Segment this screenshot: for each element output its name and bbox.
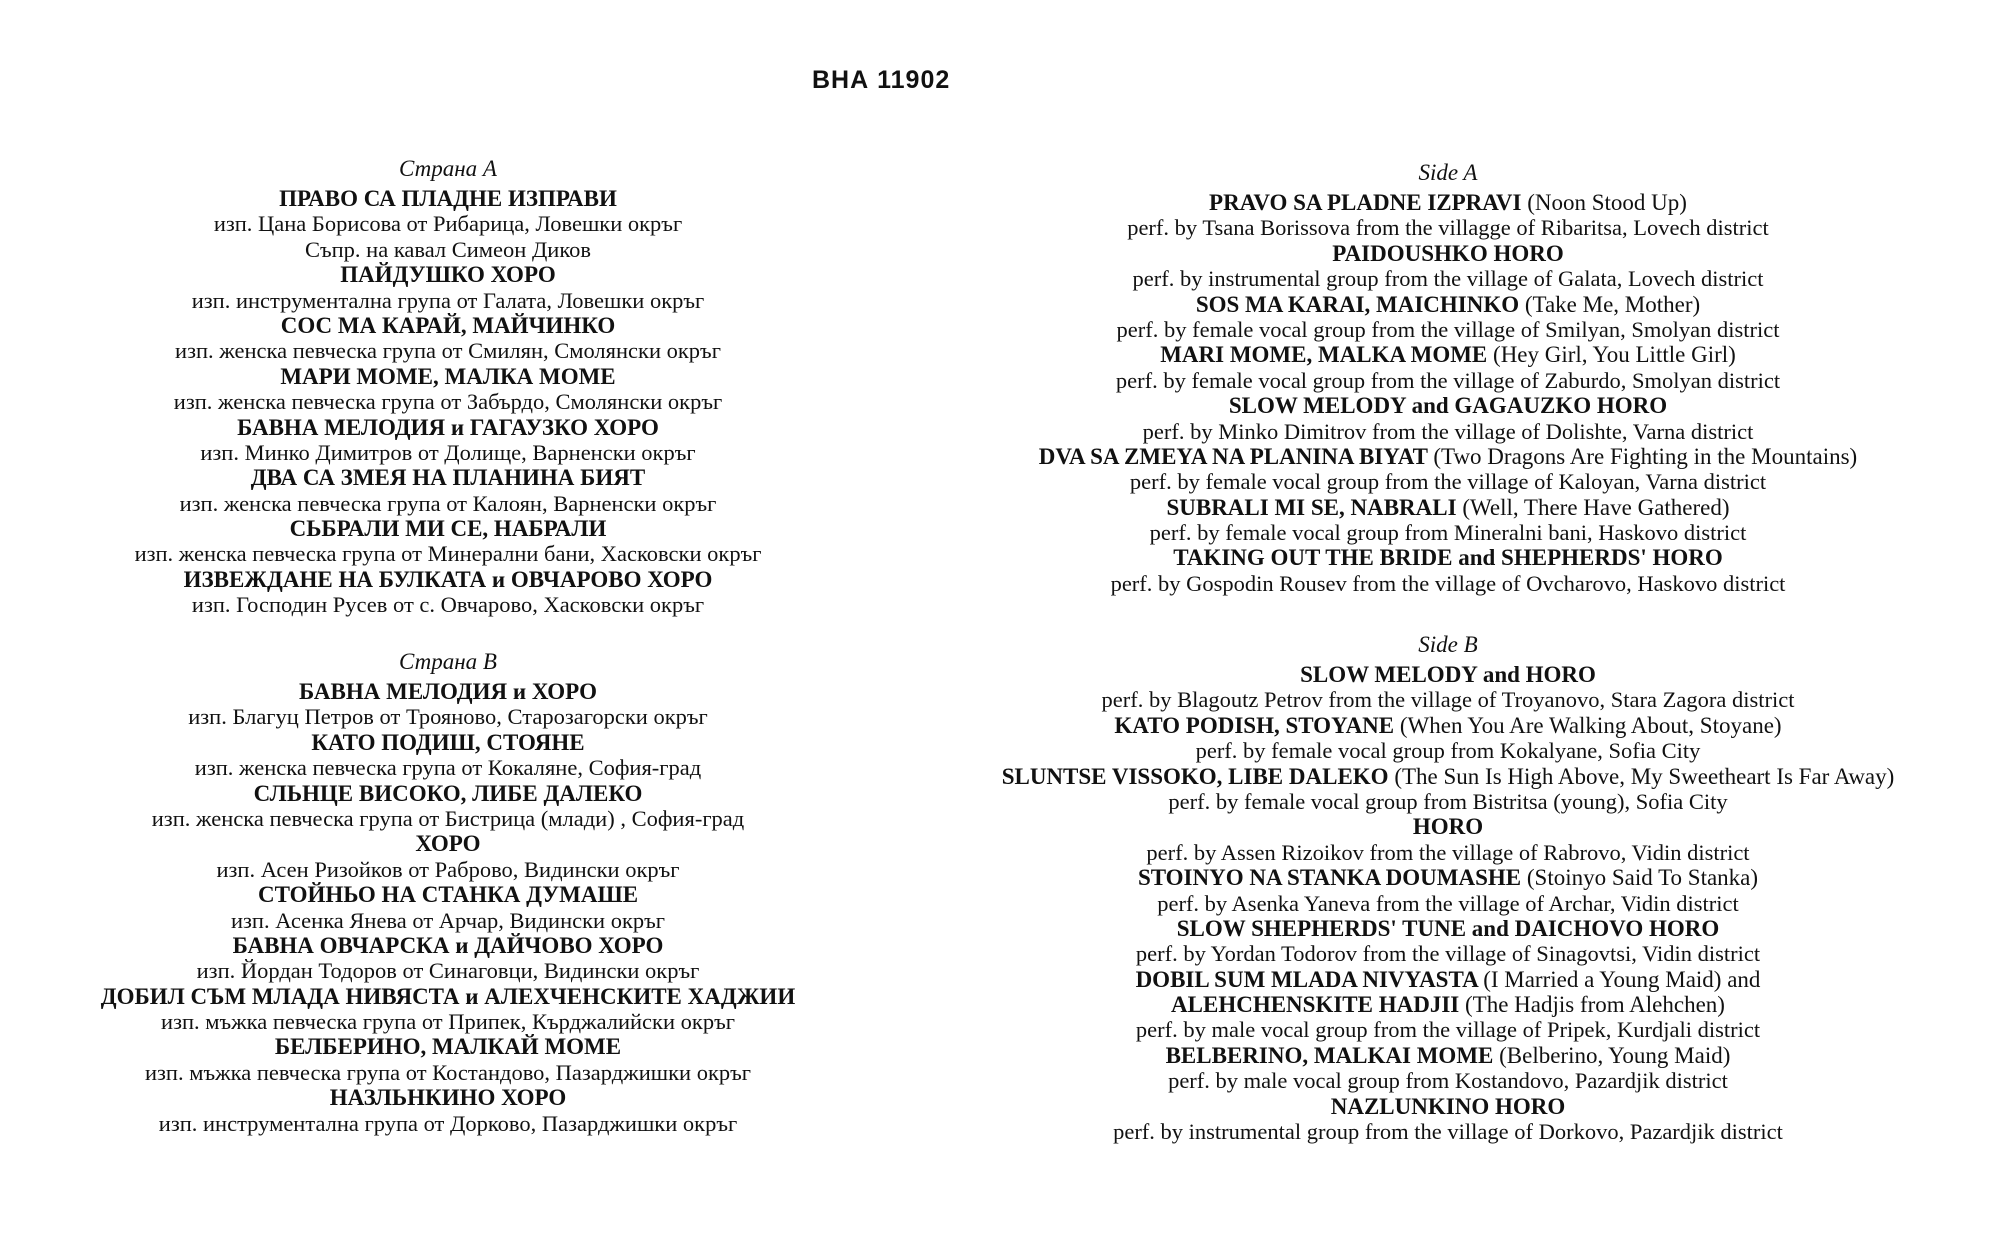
track-name: SOS MA KARAI, MAICHINKO	[1195, 291, 1520, 317]
track-name: НАЗЛЬНКИНО ХОРО	[329, 1085, 567, 1111]
track-name: PAIDOUSHKO HORO	[1332, 240, 1564, 266]
track-credit: perf. by instrumental group from the village of Galata, Lovech district	[1132, 266, 1764, 292]
track-title	[896, 241, 2000, 266]
track-credit: изп. женска певческа група от Калоян, Варненски окръг	[179, 490, 717, 516]
track-name: БАВНА МЕЛОДИЯ и ХОРО	[299, 679, 597, 704]
track-name: PRAVO SA PLADNE IZPRAVI	[1209, 190, 1522, 215]
track-translation: (Belberino, Young Maid)	[1499, 1042, 1731, 1068]
track-credit: perf. by Assen Rizoikov from the village of Rabrovo, Vidin district	[1146, 839, 1750, 865]
track-title	[896, 713, 2000, 738]
track-title	[0, 933, 896, 958]
track-credit: perf. by female vocal group from Bistritsa (young), Sofia City	[1168, 788, 1728, 814]
track-title	[896, 393, 2000, 418]
track-credit: изп. мъжка певческа група от Костандово, Пазарджишки окръг	[145, 1059, 751, 1085]
track-credit: изп. Минко Димитров от Долище, Варненски окръг	[200, 439, 696, 465]
track-title	[0, 831, 896, 856]
side-label: Side A	[1418, 160, 1478, 185]
track-title	[896, 967, 2000, 992]
track-name: DVA SA ZMEYA NA PLANINA BIYAT	[1038, 443, 1428, 469]
track-title	[896, 764, 2000, 789]
track-credit: Съпр. на кавал Симеон Диков	[304, 236, 592, 262]
track-name: СЬБРАЛИ МИ СЕ, НАБРАЛИ	[289, 516, 607, 542]
track-credit: perf. by Tsana Borissova from the villagge of Ribaritsa, Lovech district	[1127, 215, 1769, 241]
track-title	[0, 262, 896, 287]
track-credit: perf. by Gospodin Rousev from the village of Ovcharovo, Haskovo district	[1110, 570, 1786, 596]
track-credit: изп. Благуц Петров от Трояново, Старозагорски окръг	[188, 704, 708, 730]
track-credit: изп. женска певческа група от Кокаляне, София-град	[194, 755, 702, 781]
track-credit: perf. by female vocal group from the village of Kaloyan, Varna district	[1129, 469, 1767, 495]
track-credit: изп. женска певческа група от Забърдо, Смолянски окръг	[173, 389, 723, 415]
track-name: TAKING OUT THE BRIDE and SHEPHERDS' HORO	[1173, 545, 1723, 571]
track-name: MARI MOME, MALKA MOME	[1160, 342, 1488, 368]
track-translation: (The Sun Is High Above, My Sweetheart Is Far Away)	[1394, 763, 1895, 789]
track-credit: изп. инструментална група от Галата, Ловешки окръг	[191, 287, 705, 313]
track-title	[0, 1034, 896, 1059]
track-translation: (Two Dragons Are Fighting in the Mountains)	[1433, 443, 1858, 469]
track-title	[896, 992, 2000, 1017]
track-translation: (Noon Stood Up)	[1527, 190, 1687, 215]
track-name: STOINYO NA STANKA DOUMASHE	[1137, 865, 1522, 891]
track-credit: изп. мъжка певческа група от Припек, Кърджалийски окръг	[161, 1009, 735, 1035]
track-name: KATO PODISH, STOYANE	[1114, 712, 1395, 738]
track-name: ПАЙДУШКО ХОРО	[340, 262, 556, 288]
track-title	[0, 984, 896, 1009]
track-credit: изп. Йордан Тодоров от Синаговци, Видински окръг	[196, 958, 700, 984]
track-name: ДВА СА ЗМЕЯ НА ПЛАНИНА БИЯТ	[250, 465, 646, 491]
track-name: SLOW MELODY and GAGAUZKO HORO	[1228, 393, 1668, 419]
track-name: SLOW SHEPHERDS' TUNE and DAICHOVO HORO	[1176, 915, 1720, 941]
track-title	[896, 495, 2000, 520]
track-translation: (Take Me, Mother)	[1524, 291, 1701, 317]
track-title	[896, 662, 2000, 687]
track-name: BELBERINO, MALKAI MOME	[1165, 1042, 1494, 1068]
en-side-b	[896, 628, 2000, 1144]
track-name: ХОРО	[415, 831, 481, 857]
track-credit: изп. Цана Борисова от Рибарица, Ловешки окръг	[213, 211, 683, 237]
track-title	[896, 292, 2000, 317]
track-title	[0, 1085, 896, 1110]
side-label: Side B	[1418, 632, 1478, 657]
track-credit: perf. by Yordan Todorov from the village of Sinagovtsi, Vidin district	[1135, 941, 1761, 967]
track-name: БЕЛБЕРИНО, МАЛКАЙ МОМЕ	[274, 1034, 622, 1060]
track-translation: (When You Are Walking About, Stoyane)	[1399, 712, 1782, 738]
track-title	[896, 865, 2000, 890]
track-credit: изп. женска певческа група от Минерални бани, Хасковски окръг	[134, 541, 762, 567]
track-title	[896, 814, 2000, 839]
track-credit: изп. женска певческа група от Бистрица (млади) , София-град	[151, 805, 745, 831]
bg-side-b	[0, 645, 896, 1136]
track-translation: (The Hadjis from Alehchen)	[1465, 992, 1725, 1018]
track-title	[0, 415, 896, 440]
track-name: NAZLUNKINO HORO	[1330, 1093, 1566, 1119]
track-credit: изп. Асенка Янева от Арчар, Видински окръг	[231, 907, 665, 933]
track-translation: (Stoinyo Said To Stanka)	[1526, 865, 1759, 891]
track-credit: perf. by instrumental group from the village of Dorkovo, Pazardjik district	[1113, 1119, 1783, 1145]
track-translation: (I Married a Young Maid) and	[1483, 966, 1761, 992]
catalog-number: ВНА 11902	[812, 66, 951, 94]
bg-side-a	[0, 152, 896, 618]
track-name: HORO	[1412, 814, 1484, 840]
track-credit: perf. by male vocal group from the village of Pripek, Kurdjali district	[1135, 1017, 1761, 1043]
track-name: SLOW MELODY and HORO	[1300, 662, 1596, 687]
track-title	[896, 1043, 2000, 1068]
track-title	[0, 186, 896, 211]
track-title	[896, 1094, 2000, 1119]
track-title	[896, 342, 2000, 367]
track-credit: perf. by male vocal group from Kostandovo, Pazardjik district	[1168, 1068, 1728, 1094]
track-credit: perf. by female vocal group from Kokalyane, Sofia City	[1195, 738, 1701, 764]
track-title	[0, 882, 896, 907]
track-name: СТОЙНЬО НА СТАНКА ДУМАШЕ	[257, 882, 639, 908]
track-title	[0, 679, 896, 704]
track-credit: perf. by Asenka Yaneva from the village of Archar, Vidin district	[1157, 890, 1739, 916]
track-name: SUBRALI MI SE, NABRALI	[1166, 494, 1457, 520]
side-label: Страна В	[399, 649, 497, 674]
track-credit: изп. женска певческа група от Смилян, Смолянски окръг	[175, 338, 721, 364]
track-credit: изп. инструментална група от Дорково, Пазарджишки окръг	[158, 1110, 738, 1136]
track-name: СЛЬНЦЕ ВИСОКО, ЛИБЕ ДАЛЕКО	[253, 780, 643, 806]
track-title	[0, 516, 896, 541]
track-title	[0, 567, 896, 592]
side-label: Страна А	[399, 156, 497, 181]
track-name: ИЗВЕЖДАНЕ НА БУЛКАТА и ОВЧАРОВО ХОРО	[183, 566, 713, 592]
track-translation: (Well, There Have Gathered)	[1462, 494, 1730, 520]
en-side-a	[896, 156, 2000, 596]
track-name: СОС МА КАРАЙ, МАЙЧИНКО	[280, 312, 616, 338]
track-title	[896, 190, 2000, 215]
track-name: ALEHCHENSKITE HADJII	[1171, 992, 1460, 1018]
track-name: SLUNTSE VISSOKO, LIBE DALEKO	[1001, 763, 1389, 789]
track-title	[896, 916, 2000, 941]
track-title	[896, 444, 2000, 469]
track-credit: изп. Асен Ризойков от Раброво, Видински окръг	[216, 856, 680, 882]
track-credit: изп. Господин Русев от с. Овчарово, Хасковски окръг	[191, 592, 705, 618]
track-translation: (Hey Girl, You Little Girl)	[1493, 342, 1736, 368]
track-credit: perf. by female vocal group from the village of Smilyan, Smolyan district	[1116, 316, 1780, 342]
track-name: DOBIL SUM MLADA NIVYASTA	[1135, 966, 1478, 992]
track-name: ДОБИЛ СЪМ МЛАДА НИВЯСТА и АЛЕХЧЕНСКИТЕ ХАДЖИИ	[100, 983, 796, 1009]
track-title	[0, 465, 896, 490]
track-name: БАВНА МЕЛОДИЯ и ГАГАУЗКО ХОРО	[237, 414, 659, 440]
track-name: МАРИ МОМЕ, МАЛКА МОМЕ	[280, 363, 616, 389]
track-credit: perf. by Blagoutz Petrov from the village of Troyanovo, Stara Zagora district	[1101, 687, 1795, 713]
track-name: КАТО ПОДИШ, СТОЯНЕ	[311, 729, 585, 755]
track-title	[0, 313, 896, 338]
track-title	[0, 730, 896, 755]
track-title	[0, 781, 896, 806]
track-name: ПРАВО СА ПЛАДНЕ ИЗПРАВИ	[279, 186, 617, 211]
track-credit: perf. by Minko Dimitrov from the village of Dolishte, Varna district	[1142, 418, 1754, 444]
track-title	[896, 545, 2000, 570]
track-title	[0, 364, 896, 389]
track-credit: perf. by female vocal group from Mineralni bani, Haskovo district	[1149, 520, 1747, 546]
track-name: БАВНА ОВЧАРСКА и ДАЙЧОВО ХОРО	[232, 932, 664, 958]
track-credit: perf. by female vocal group from the village of Zaburdo, Smolyan district	[1115, 367, 1781, 393]
